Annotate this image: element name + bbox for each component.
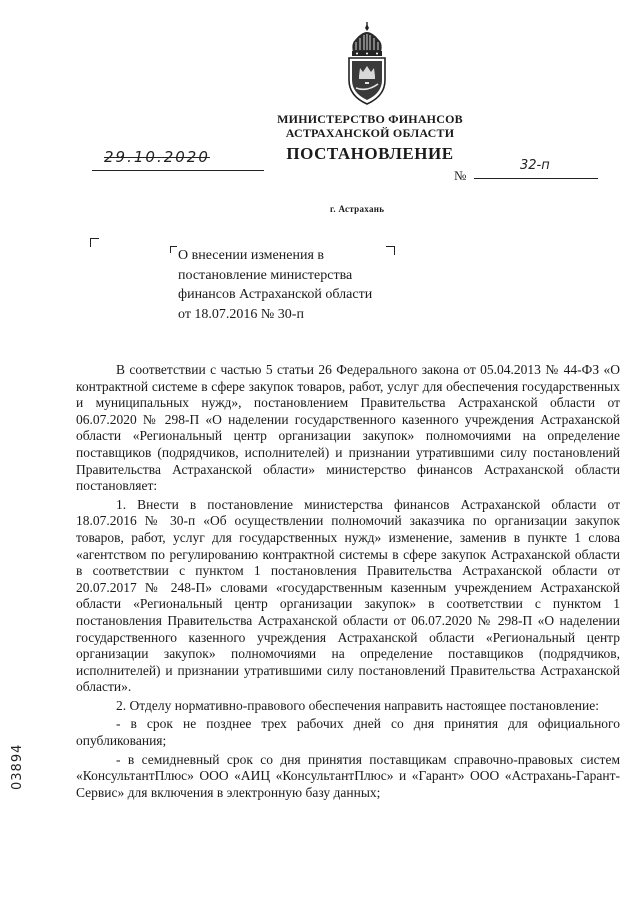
document-number: 32-п — [520, 158, 550, 173]
subject-line: финансов Астраханской области — [178, 287, 373, 302]
bracket-corner-mark — [170, 246, 177, 253]
bracket-corner-mark — [90, 238, 99, 247]
document-number-field — [474, 158, 598, 179]
document-date: 29.10.2020 — [104, 148, 210, 166]
subject-line: от 18.07.2016 № 30-п — [178, 306, 304, 322]
document-subject — [178, 246, 408, 324]
subject-line: О внесении изменения в — [178, 248, 324, 263]
document-type-title: ПОСТАНОВЛЕНИЕ — [286, 144, 454, 163]
side-registration-number: 03894 — [10, 743, 25, 790]
body-paragraph-item-2: 2. Отделу нормативно-правового обеспечения направить настоящее постановление: — [116, 697, 599, 713]
body-paragraph-subitem: - в семидневный срок со дня принятия поставщикам справочно-правовых систем «КонсультантПлюс» ООО «АИЦ «КонсультантПлюс» и «Гарант» ООО «Астрахань-Гарант-Сервис» для включения в электронную базу данных; — [76, 751, 620, 800]
subject-line: постановление министерства — [178, 267, 353, 283]
city-label: г. Астрахань — [330, 204, 385, 214]
document-body — [76, 362, 620, 801]
ministry-name-line1: МИНИСТЕРСТВО ФИНАНСОВ — [277, 112, 463, 126]
body-paragraph-item-1: 1. Внести в постановление министерства финансов Астраханской области от 18.07.2016 № 30-п «Об осуществлении полномочий заказчика по организации закупок товаров, работ, услуг для государственных нужд» изменение, заменив в пункте 1 слова «агентством по регулированию контрактной системы в сфере закупок Астраханской области в соответствии с пунктом 1 постановления Правительства Астраханской области от 20.07.2017 № 248-П» словами «государственным казенным учреждением Астраханской области «Региональный центр организации закупок» в соответствии с пунктом 1 постановления Правительства Астраханской области от 06.07.2020 № 298-П «О наделении государственного казенного учреждения Астраханской области «Региональный центр организации закупок» полномочиями на определение поставщиков (подрядчиков, исполнителей) и признании утратившими силу постановлений Правительства Астраханской области». — [76, 496, 620, 695]
document-date-field — [92, 148, 264, 171]
body-paragraph-subitem: - в срок не позднее трех рабочих дней со дня принятия для официального опубликования; — [76, 716, 620, 749]
coat-of-arms-emblem — [339, 22, 395, 106]
number-sign: № — [454, 168, 467, 183]
body-paragraph-preamble: В соответствии с частью 5 статьи 26 Федерального закона от 05.04.2013 № 44-ФЗ «О контрактной системе в сфере закупок товаров, работ, услуг для обеспечения государственных и муниципальных нужд», постановлением Правительства Астраханской области от 06.07.2020 № 298-П «О наделении государственного казенного учреждения Астраханской области «Региональный центр организации закупок» полномочиями на определение поставщиков (подрядчиков, исполнителей) и признании утратившими силу постановлений Правительства Астраханской области» министерство финансов Астраханской области постановляет: — [76, 362, 620, 494]
ministry-name-line2: АСТРАХАНСКОЙ ОБЛАСТИ — [285, 126, 455, 140]
